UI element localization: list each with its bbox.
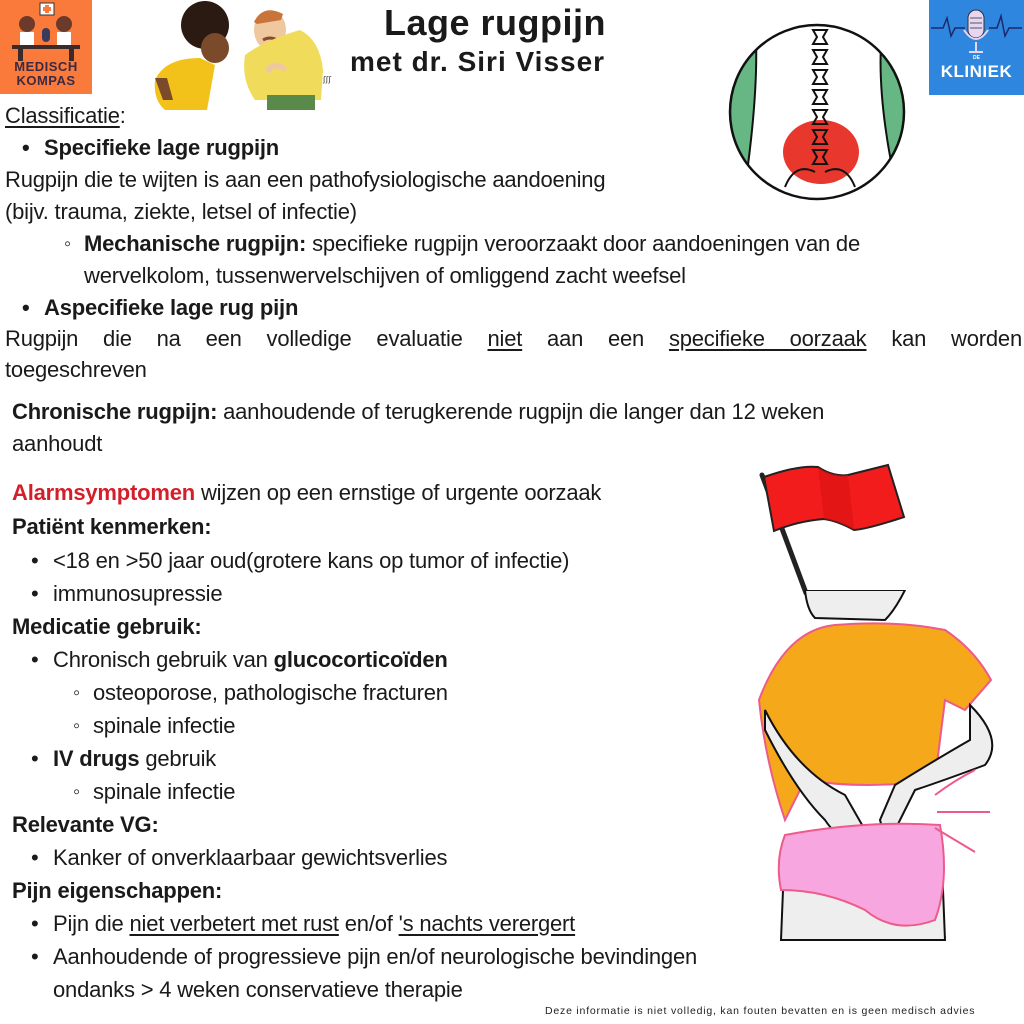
- svg-text:ʃʃʃ: ʃʃʃ: [323, 75, 332, 84]
- aspecific-desc-underline2: specifieke oorzaak: [668, 326, 867, 351]
- medication-subitem: ◦ spinale infectie: [93, 710, 235, 742]
- pain-item1-underline2: 's nachts verergert: [398, 911, 576, 936]
- logo-text-line1: MEDISCH: [14, 59, 78, 74]
- medication-item2-bold: IV drugs: [53, 746, 140, 771]
- history-heading: Relevante VG:: [12, 812, 159, 837]
- medication-subitem: ◦ spinale infectie: [93, 776, 235, 808]
- page-title: Lage rugpijn: [384, 2, 606, 43]
- patient-heading: Patiënt kenmerken:: [12, 514, 212, 539]
- aspecific-desc-line2: toegeschreven: [5, 357, 147, 382]
- medication-item: [53, 743, 216, 775]
- pain-item1-part1: Pijn die: [53, 911, 130, 936]
- mechanical-pain-text-line2: wervelkolom, tussenwervelschijven of omliggend zacht weefsel: [84, 263, 686, 288]
- alarm-symptoms-label: Alarmsymptomen: [12, 480, 196, 505]
- podcast-hosts-icon: [0, 0, 92, 62]
- mechanical-pain-label: Mechanische rugpijn:: [84, 231, 307, 256]
- aspecific-desc-part2: aan een: [522, 326, 669, 351]
- de-kliniek-logo: [929, 0, 1024, 95]
- aspecific-desc-part3: kan worden: [866, 326, 1022, 351]
- history-item: • Kanker of onverklaarbaar gewichtsverlies: [53, 842, 447, 874]
- classification-heading-text: Classificatie: [5, 103, 120, 128]
- aspecific-desc-underline1: niet: [487, 326, 523, 351]
- pain-item1-part2: en/of: [338, 911, 399, 936]
- microphone-heartbeat-icon: [929, 0, 1024, 60]
- medication-subitem: ◦ osteoporose, pathologische fracturen: [93, 677, 448, 709]
- medication-item1-bold: glucocorticoïden: [273, 647, 448, 672]
- specific-pain-label: • Specifieke lage rugpijn: [44, 132, 279, 164]
- aspecific-desc-line1: [5, 323, 1022, 355]
- mechanical-pain-item: [84, 228, 860, 260]
- disclaimer: Deze informatie is niet volledig, kan fouten bevatten en is geen medisch advies: [545, 1005, 976, 1017]
- medisch-kompas-logo: [0, 0, 92, 94]
- specific-desc-line1: Rugpijn die te wijten is aan een pathofysiologische aandoening: [5, 167, 606, 192]
- red-flag-icon: [748, 455, 908, 595]
- pain-heading: Pijn eigenschappen:: [12, 878, 223, 903]
- spine-pain-illustration: [725, 22, 910, 202]
- chronic-pain-line1: [12, 396, 824, 428]
- pain-item1-underline1: niet verbetert met rust: [129, 911, 339, 936]
- lower-back-pain-illustration: [745, 590, 1024, 945]
- aspecific-pain-label: • Aspecifieke lage rug pijn: [44, 292, 298, 324]
- medication-heading: Medicatie gebruik:: [12, 614, 202, 639]
- chronic-pain-label: Chronische rugpijn:: [12, 399, 218, 424]
- medication-item2-text: gebruik: [139, 746, 217, 771]
- specific-desc-line2: (bijv. trauma, ziekte, letsel of infectie): [5, 199, 357, 224]
- people-back-pain-illustration: [145, 0, 345, 110]
- page-subtitle: met dr. Siri Visser: [350, 46, 606, 77]
- chronic-pain-line2: aanhoudt: [12, 431, 103, 456]
- alarm-symptoms-intro: [12, 477, 601, 509]
- medication-item1-text: Chronisch gebruik van: [53, 647, 274, 672]
- chronic-pain-text: aanhoudende of terugkerende rugpijn die langer dan 12 weken: [217, 399, 825, 424]
- logo-text: KLINIEK: [940, 62, 1013, 81]
- patient-item: • <18 en >50 jaar oud(grotere kans op tumor of infectie): [53, 545, 569, 577]
- classification-heading-colon: :: [119, 103, 126, 128]
- alarm-symptoms-text: wijzen op een ernstige of urgente oorzaak: [195, 480, 602, 505]
- pain-item: [53, 908, 575, 940]
- logo-text-line2: KOMPAS: [16, 73, 76, 88]
- classification-heading: [5, 100, 126, 132]
- patient-item: • immunosupressie: [53, 578, 222, 610]
- aspecific-desc-part1: Rugpijn die na een volledige evaluatie: [5, 326, 488, 351]
- medication-item: [53, 644, 448, 676]
- pain-item2-line2: ondanks > 4 weken conservatieve therapie: [53, 977, 463, 1002]
- logo-small-text: DE: [973, 55, 980, 61]
- pain-item: • Aanhoudende of progressieve pijn en/of neurologische bevindingen: [53, 941, 697, 973]
- mechanical-pain-text: specifieke rugpijn veroorzaakt door aandoeningen van de: [306, 231, 861, 256]
